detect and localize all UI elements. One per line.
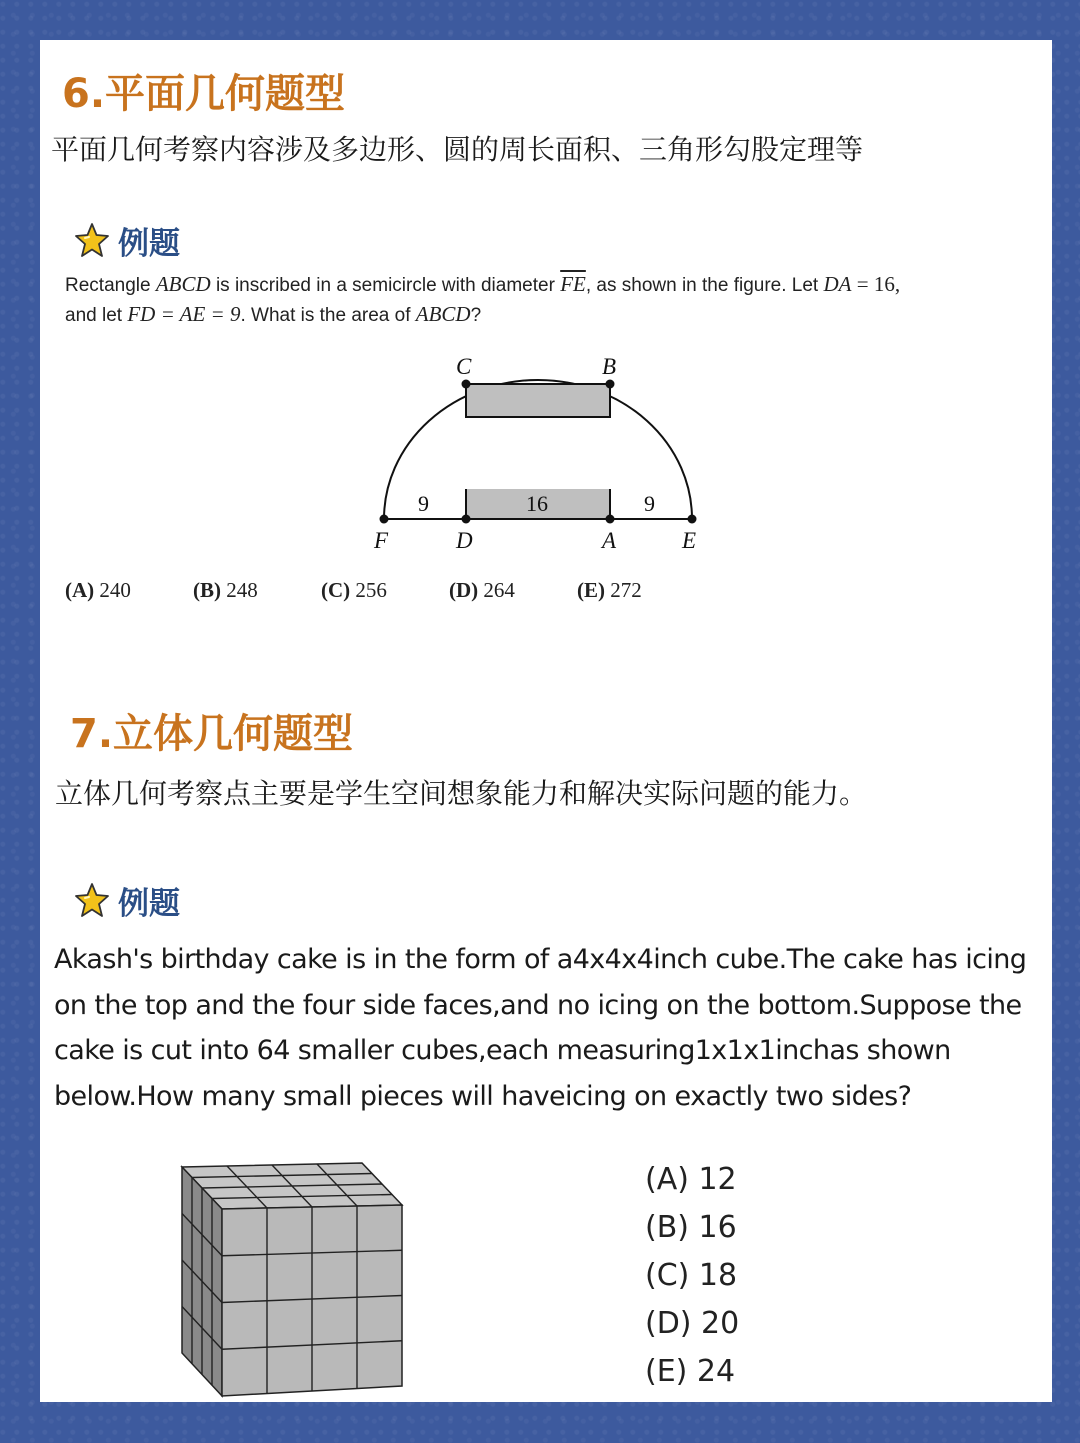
choice-b: (B) 16 — [645, 1210, 737, 1245]
segment-fd-length: 9 — [418, 491, 429, 516]
semicircle-figure — [360, 350, 720, 560]
point-d — [462, 515, 471, 524]
q1-math: = 16, — [851, 272, 901, 296]
label-a: A — [602, 528, 617, 553]
choice-e: (E) 24 — [645, 1354, 736, 1389]
choice-c: (C) 18 — [645, 1258, 738, 1293]
label-b: B — [602, 354, 617, 379]
segment-da-length: 16 — [526, 491, 548, 516]
question-2-line: Akash's birthday cake is in the form of a4x4x4inch cube.The cake has icing — [54, 944, 1027, 975]
choice-b: (B) 248 — [193, 578, 258, 602]
question-2-line: below.How many small pieces will haveicing on exactly two sides? — [54, 1080, 912, 1112]
q1-text: is inscribed in a semicircle with diameter — [210, 275, 561, 296]
question-1-text — [65, 270, 1015, 330]
question-2-line: cake is cut into 64 smaller cubes,each measuring1x1x1inchas shown — [54, 1035, 951, 1066]
rectangle-top — [466, 384, 610, 417]
q1-text: . What is the area of — [240, 305, 416, 326]
choice-e: (E) 272 — [577, 578, 642, 602]
question-2-line: on the top and the four side faces,and no icing on the bottom.Suppose the — [54, 989, 1022, 1021]
choice-a: (A) 240 — [65, 578, 131, 602]
q1-text: ? — [470, 305, 482, 326]
choice-c: (C) 256 — [321, 578, 387, 602]
point-c — [462, 380, 471, 389]
question-2-text — [54, 937, 1054, 1119]
section-7-subtitle: 立体几何考察点主要是学生空间想象能力和解决实际问题的能力。 — [55, 777, 868, 810]
section-6-title: 6.平面几何题型 — [62, 71, 346, 117]
point-b — [606, 380, 615, 389]
section-6-subtitle: 平面几何考察内容涉及多边形、圆的周长面积、三角形勾股定理等 — [51, 133, 864, 166]
q1-math: ABCD — [415, 302, 471, 326]
choice-a: (A) 12 — [645, 1162, 737, 1197]
point-f — [380, 515, 389, 524]
star-icon — [72, 881, 112, 921]
point-e — [688, 515, 697, 524]
label-d: D — [456, 528, 473, 553]
q1-text: Rectangle — [65, 275, 156, 296]
example-heading-1 — [72, 218, 180, 263]
q1-math: DA — [823, 272, 852, 296]
q1-text: , as shown in the figure. Let — [585, 275, 824, 296]
choice-d: (D) 264 — [449, 578, 515, 602]
answer-choices-1 — [65, 578, 705, 603]
q1-math: $\overline{FE}$ — [560, 272, 586, 296]
cube-figure — [175, 1156, 415, 1401]
label-c: C — [456, 354, 472, 379]
label-e: E — [682, 528, 697, 553]
point-a — [606, 515, 615, 524]
example-label: 例题 — [118, 886, 180, 922]
example-heading-2 — [72, 878, 180, 923]
section-7-title: 7.立体几何题型 — [70, 711, 354, 757]
q1-text: and let — [65, 305, 128, 326]
segment-ae-length: 9 — [644, 491, 655, 516]
q1-math: FD = AE = 9 — [127, 302, 241, 326]
choice-d: (D) 20 — [645, 1306, 740, 1341]
q1-math: ABCD — [155, 272, 211, 296]
answer-choices-2 — [645, 1156, 739, 1396]
content-card — [40, 40, 1052, 1402]
label-f: F — [374, 528, 389, 553]
example-label: 例题 — [118, 226, 180, 262]
star-icon — [72, 221, 112, 261]
